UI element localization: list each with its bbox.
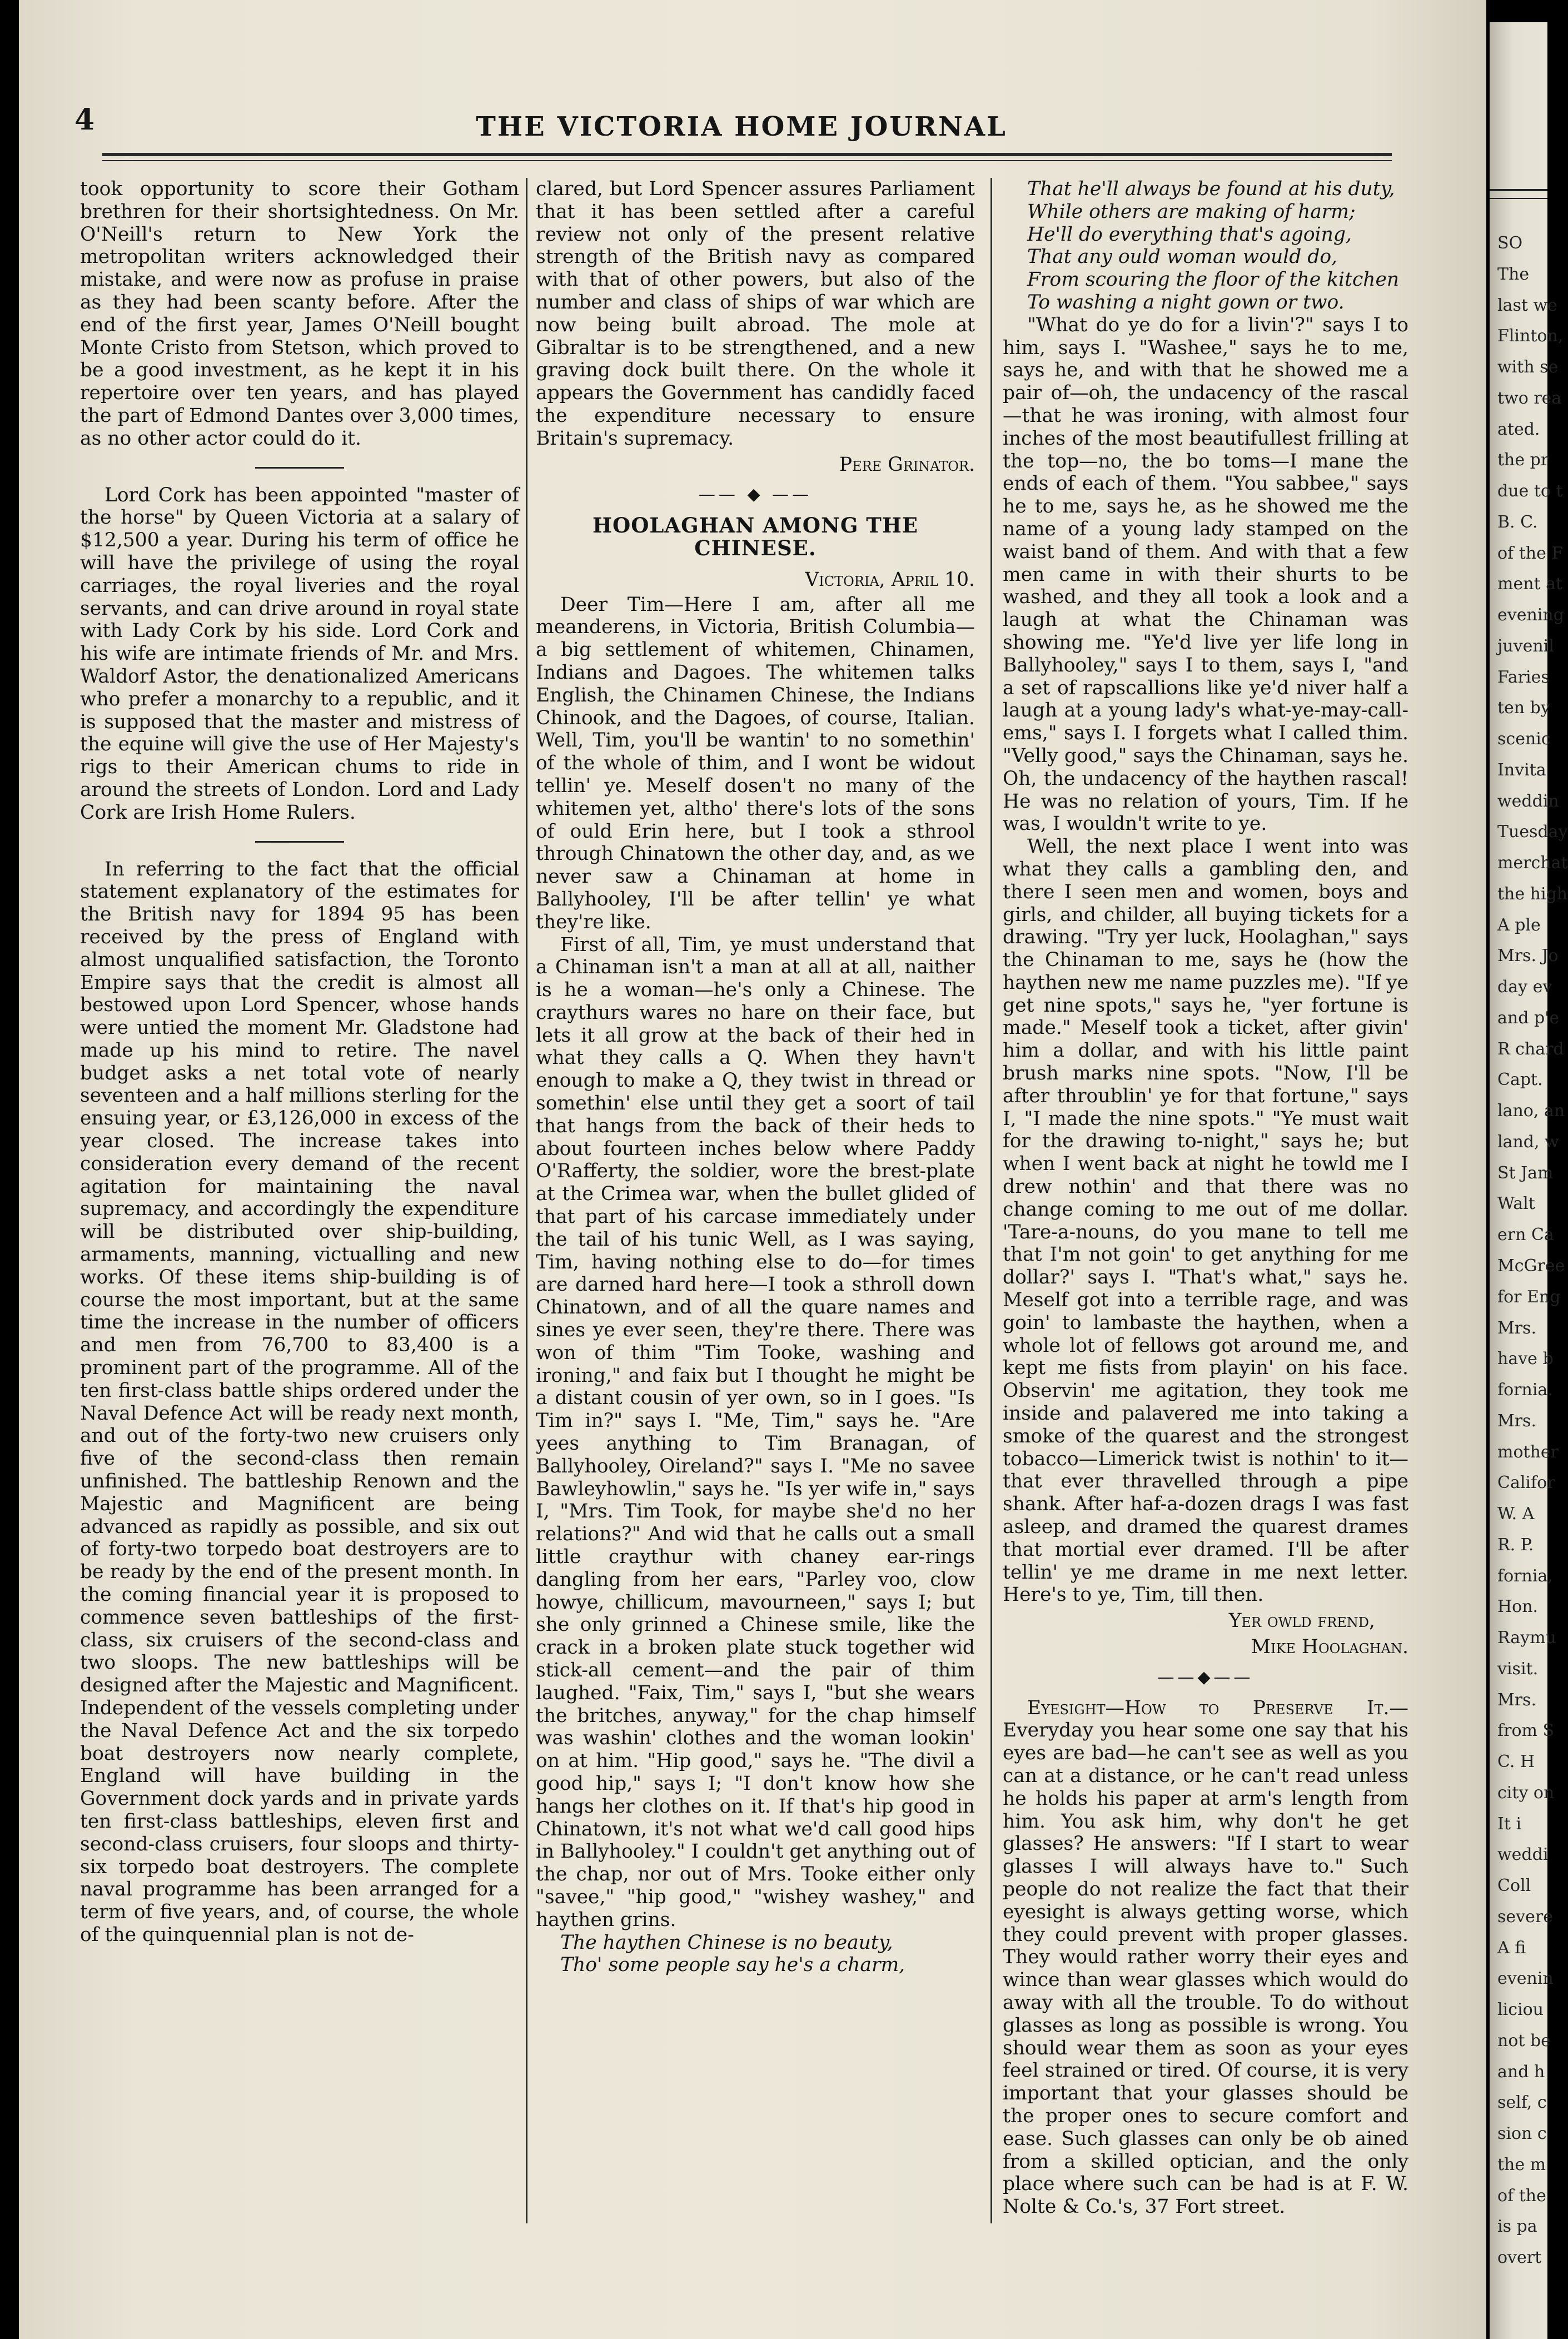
adjacent-page-line: weddi xyxy=(1497,1845,1549,1865)
adjacent-page-line: B. C. xyxy=(1497,512,1538,532)
adjacent-page-line: the pr xyxy=(1497,450,1549,470)
adjacent-page-line: A ple xyxy=(1497,915,1541,935)
adjacent-page-line: SO xyxy=(1497,233,1523,253)
adjacent-page-line: Capt. xyxy=(1497,1070,1543,1090)
article-navy-continued: clared, but Lord Spencer assures Parliament that it has been settled after a careful review not only of the present relative strength of the British navy as compared with that of other powers, but also of the number and class of ships of war which are now being built abroad. The mole at Gibraltar is to be strengthened, and a new graving dock built there. On the whole it appears the Government has candidly faced the expenditure necessary to ensure Britain's supremacy. xyxy=(536,178,975,450)
adjacent-page-line: weddin xyxy=(1497,791,1559,811)
adjacent-page-rule-thin xyxy=(1490,198,1547,199)
adjacent-page-line: R chard xyxy=(1497,1039,1564,1059)
letter-paragraph-2: First of all, Tim, ye must understand that a Chinaman isn't a man at all at all, naither is he a woman—he's only a Chinese. The craythurs wares no hare on their face, but lets it all grow at the back of their hed in what they calls a Q. When they havn't enough to make a Q, they twist in thread or somethin' else until they get a soort of tail that hangs from the back of their heds to about fourteen inches below where Paddy O'Rafferty, the soldier, wore the brest-plate at the Crimea war, when the bullet glided of that part of his carcase immediately under the tail of his tunic Well, as I was saying, Tim, having nothing else to do—for times are darned hard here—I took a sthroll down Chinatown, and of all the quare names and sines ye ever seen, they're there. There was won of thim "Tim Tooke, washing and ironing," and faix but I thought he might be a distant cousin of yer own, so in I goes. "Is Tim in?" says I. "Me, Tim," says he. "Are yees anything to Tim Branagan, of Ballyhooley, Oireland?" says I. "Me no savee Bawleyhowlin," says he. "Is yer wife in," says I, "Mrs. Tim Took, for maybe she'd no her relations?" And wid that he calls out a small little craythur with chaney ear-rings dangling from her ears, "Parley voo, clow howye, chillicum, mavourneen," says I; but she only grinned a Chinese smile, like the crack in a broken plate stuck together wid stick-all cement—and the pair of thim laughed. "Faix, Tim," says I, "but she wears the britches, anyway," for the chap himself was washin' clothes and the woman lookin' on at him. "Hip good," says he. "The divil a good hip," says I; "I don't know how she hangs her clothes on it. If that's hip good in Chinatown, it's not what we'd call good hips in Ballyhooley." I couldn't get anything out of the chap, nor out of Mrs. Tooke either only "savee," "hip good," "wishey washey," and haythen grins. xyxy=(536,933,975,1931)
separator xyxy=(255,467,344,469)
ornament-divider: ——◆—— xyxy=(1157,1667,1254,1687)
adjacent-page-line: The xyxy=(1497,264,1530,284)
adjacent-page-line: juvenil xyxy=(1497,636,1554,656)
adjacent-page-line: and h xyxy=(1497,2062,1545,2082)
masthead-title: THE VICTORIA HOME JOURNAL xyxy=(476,111,1007,142)
headline-hoolaghan: HOOLAGHAN AMONG THE CHINESE. xyxy=(593,513,918,560)
adjacent-page-line: ated. xyxy=(1497,419,1540,439)
adjacent-page-line: Hon. xyxy=(1497,1597,1539,1617)
letter-paragraph-3: "What do ye do for a livin'?" says I to him, says I. "Washee," says he to me, says he, and with that he showed me a pair of—oh, the undacency of the rascal—that he was ironing, with almost four inches of the most beautifullest frilling at the top—no, the bo toms—I mane the ends of each of them. "You sabbee," says he to me, says he, as he showed me the name of a young lady stamped on the waist band of them. And with that a few men came in with their shurts to be washed, and they all took a look and a laugh at what the Chinaman was showing me. "Ye'd live yer life long in Ballyhooley," says I to them, says I, "and a set of rapscallions like ye'd niver half a laugh at a young lady's what-ye-may-call-ems," says I. I forgets what I called thim. "Velly good," says the Chinaman, says he. Oh, the undacency of the haythen rascal! He was no relation of yours, Tim. If he was, I wouldn't write to ye. xyxy=(1003,313,1408,835)
adjacent-page-line: with se xyxy=(1497,357,1559,377)
column-rule xyxy=(990,178,992,2223)
adjacent-page-line: It i xyxy=(1497,1814,1522,1834)
adjacent-page-line: the m xyxy=(1497,2154,1546,2174)
header-rule xyxy=(102,153,1392,156)
verse-line: Tho' some people say he's a charm, xyxy=(560,1954,905,1977)
adjacent-page-line: severe xyxy=(1497,1907,1553,1927)
byline-mike-hoolaghan: Mike Hoolaghan. xyxy=(1251,1636,1408,1658)
column-rule xyxy=(526,178,527,2223)
adjacent-page-line: land, w xyxy=(1497,1132,1559,1152)
adjacent-page-line: fornia. xyxy=(1497,1380,1553,1400)
verse-line: That he'll always be found at his duty, xyxy=(1027,178,1395,200)
adjacent-page-line: have b xyxy=(1497,1349,1554,1369)
adjacent-page-line: visit. xyxy=(1497,1659,1539,1679)
adjacent-page-line: two rea xyxy=(1497,388,1562,408)
column-3 xyxy=(1003,178,1408,2218)
adjacent-page-line: self, c xyxy=(1497,2093,1547,2113)
adjacent-page-line: overt xyxy=(1497,2248,1542,2268)
ornament-divider: —— ◆ —— xyxy=(698,485,813,505)
adjacent-page-line: fornia, xyxy=(1497,1566,1553,1586)
adjacent-page-line: scenic xyxy=(1497,729,1551,749)
verse-line: That any ould woman would do, xyxy=(1027,246,1338,268)
adjacent-page-line: mother xyxy=(1497,1442,1559,1462)
adjacent-page-line: St Jam xyxy=(1497,1163,1554,1183)
adjacent-page-line: merchat xyxy=(1497,853,1568,873)
separator xyxy=(255,841,344,843)
adjacent-page-line: evening xyxy=(1497,605,1564,625)
adjacent-page-line: Mrs. xyxy=(1497,1690,1536,1710)
adjacent-page-line: due to t xyxy=(1497,481,1563,501)
adjacent-page-line: liciou xyxy=(1497,2000,1544,2020)
article-british-navy: In referring to the fact that the official statement explanatory of the estimates for the British navy for 1894 95 has been received by the press of England with almost unqualified satisfaction, the Toronto Empire says that the credit is almost all bestowed upon Lord Spencer, whose hands were untied the moment Mr. Gladstone had made up his mind to retire. The navel budget asks a net total vote of nearly seventeen and a half millions sterling for the ensuing year, or £3,126,000 in excess of the year closed. The increase takes into consideration every demand of the recent agitation for maintaining the naval supremacy, and accordingly the expenditure will be distributed over ship-building, armaments, manning, victualling and new works. Of these items ship-building is of course the most important, but at the same time the increase in the number of officers and men from 76,700 to 83,400 is a prominent part of the programme. All of the ten first-class battle ships ordered under the Naval Defence Act will be ready next month, and out of the forty-two new cruisers only five of the second-class then remain unfinished. The battleship Renown and the Majestic and Magnificent are being advanced as rapidly as possible, and six out of forty-two torpedo boat destroyers are to be ready by the end of the present month. In the coming financial year it is proposed to commence seven battleships of the first-class, six cruisers of the second-class and two sloops. The new battleships will be designed after the Majestic and Magnificent. Independent of the vessels completing under the Naval Defence Act and the six torpedo boat destroyers now nearly complete, England will have building in the Government dock yards and in private yards ten first-class battleships, eleven first and second-class cruisers, four sloops and thirty-six torpedo boat destroyers. The complete naval programme has been arranged for a term of five years, and, of course, the whole of the quinquennial plan is not de- xyxy=(80,858,519,1946)
adjacent-page-line: Flinton, xyxy=(1497,326,1564,346)
adjacent-page-line: is pa xyxy=(1497,2217,1537,2237)
adjacent-page-line: Califor xyxy=(1497,1473,1555,1493)
adjacent-page-line: Invita xyxy=(1497,760,1546,780)
adjacent-page-line: of the xyxy=(1497,2186,1546,2206)
adjacent-page-line: last we xyxy=(1497,295,1557,315)
verse-line: From scouring the floor of the kitchen xyxy=(1027,268,1400,291)
adjacent-page-line: ern Ca xyxy=(1497,1225,1554,1245)
column-2 xyxy=(536,178,975,1977)
adjacent-page-line: C. H xyxy=(1497,1752,1535,1772)
adjacent-page-line: Raymu xyxy=(1497,1628,1556,1648)
header xyxy=(91,83,1392,150)
verse-line: To washing a night gown or two. xyxy=(1027,291,1345,313)
newspaper-page xyxy=(19,0,1486,2339)
article-lord-cork: Lord Cork has been appointed "master of the horse" by Queen Victoria at a salary of $12,500 a year. During his term of office he will have the privilege of using the royal carriages, the royal liveries and the royal servants, and can drive around in royal state with Lady Cork by his side. Lord Cork and his wife are intimate friends of Mr. and Mrs. Waldorf Astor, the denationalized Americans who prefer a monarchy to a republic, and it is supposed that the master and mistress of the equine will give the use of Her Majesty's rigs to their American chums to ride in around the streets of London. Lord and Lady Cork are Irish Home Rulers. xyxy=(80,484,519,824)
adjacent-page-line: from S xyxy=(1497,1721,1555,1741)
verse-line: The haythen Chinese is no beauty, xyxy=(560,1931,893,1954)
letter-paragraph-4: Well, the next place I went into was what they calls a gambling den, and there I seen men and women, boys and girls, and childer, all buying tickets for a drawing. "Try yer luck, Hoolaghan," says the Chinaman to me, says he (how the haythen new me name puzzles me). "If ye get nine spots," says he, "yer fortune is made." Meself took a ticket, after givin' him a dollar, and with his little paint brush marks nine spots. "Now, I'll be after throublin' ye for that fortune," says I, "I made the nine spots." "Ye must wait for the drawing to-night," says he; but when I went back at night he towld me I drew nothin' and that there was no change coming to me out of me dollar. 'Tare-a-nouns, do you mane to tell me that I'm not goin' to get anything for me dollar?' says I. "That's what," says he. Meself got into a terrible rage, and was goin' to lambaste the haythen, when a whole lot of fellows got around me, and kept me fists from playin' on his face. Observin' me agitation, they took me inside and palavered me into taking a smoke of the quarest and the strongest tobacco—Limerick twist is nothin' to it—that ever thravelled through a pipe shank. After haf-a-dozen drags I was fast asleep, and dramed the quarest drames that mortial ever dramed. I'll be after tellin' ye me drame in me next letter. Here's to ye, Tim, till then. xyxy=(1003,835,1408,1606)
adjacent-page-line: not be xyxy=(1497,2031,1551,2051)
letter-closing: Yer owld frend, xyxy=(1228,1610,1375,1633)
adjacent-page-line: A fi xyxy=(1497,1938,1526,1958)
adjacent-page-line: ment at xyxy=(1497,574,1563,594)
adjacent-page-line: day ev xyxy=(1497,977,1552,997)
byline-pere-grinator: Pere Grinator. xyxy=(839,453,975,476)
adjacent-page-line: and p'e xyxy=(1497,1008,1560,1028)
adjacent-page-line: McGree xyxy=(1497,1256,1565,1276)
adjacent-page-rule xyxy=(1490,189,1547,191)
adjacent-page-line: Tuesday xyxy=(1497,822,1568,842)
verse-line: He'll do everything that's agoing, xyxy=(1027,223,1352,246)
letter-paragraph-1: Deer Tim—Here I am, after all me meanderens, in Victoria, British Columbia—a big settlement of whitemen, Chinamen, Indians and Dagoes. The whitemen talks English, the Chinamen Chinese, the Indians Chinook, and the Dagoes, of course, Italian. Well, Tim, you'll be wantin' to no somethin' of the whole of thim, and I wont be widout tellin' ye. Meself dosen't no many of the whitemen yet, altho' there's lots of the sons of ould Erin here, but I took a sthrool through Chinatown the other day, and, as we never saw a Chinaman at home in Ballyhooley, I'll be after tellin' ye what they're like. xyxy=(536,593,975,933)
adjacent-page-line: city on xyxy=(1497,1783,1555,1803)
header-rule-thin xyxy=(102,160,1392,161)
adjacent-page-line: Walt xyxy=(1497,1194,1535,1214)
adjacent-page-line: Faries xyxy=(1497,667,1550,687)
article-eyesight-heading: Eyesight—How to Preserve It.— xyxy=(1027,1696,1408,1719)
column-1 xyxy=(80,178,519,1947)
adjacent-page-line: Mrs. Jo xyxy=(1497,946,1559,966)
adjacent-page-line: Mrs. xyxy=(1497,1318,1536,1338)
adjacent-page-line: of the F xyxy=(1497,543,1564,563)
adjacent-page-line: ten by xyxy=(1497,698,1550,718)
adjacent-page-line: for Eng xyxy=(1497,1287,1561,1307)
adjacent-page-line: Mrs. xyxy=(1497,1411,1536,1431)
adjacent-page-line: lano, an xyxy=(1497,1101,1565,1121)
adjacent-page-line: evenin xyxy=(1497,1969,1554,1989)
adjacent-page-line: the high xyxy=(1497,884,1568,904)
adjacent-page-line: W. A xyxy=(1497,1504,1535,1524)
article-eyesight: Everyday you hear some one say that his eyes are bad—he can't see as well as you can at a distance, or he can't read unless he holds his paper at arm's length from him. You ask him, why don't he get glasses? He answers: "If I start to wear glasses I will always have to." Such people do not realize the fact that their eyesight is always getting worse, which they could prevent with proper glasses. They would rather worry their eyes and wince than wear glasses which would do away with all the trouble. To do without glasses as long as possible is wrong. You should wear them as soon as your eyes feel strained or tired. Of course, it is very important that your glasses should be the proper ones to secure comfort and ease. Such glasses can only be ob ained from a skilled optician, and the only place where such can be had is at F. W. Nolte & Co.'s, 37 Fort street. xyxy=(1003,1719,1408,2218)
adjacent-page-line: Coll xyxy=(1497,1876,1531,1896)
adjacent-page-line: R. P. xyxy=(1497,1535,1534,1555)
dateline: Victoria, April 10. xyxy=(805,568,975,591)
page-number: 4 xyxy=(74,103,95,137)
adjacent-page-line: sion c xyxy=(1497,2124,1547,2144)
verse-line: While others are making of harm; xyxy=(1027,200,1356,223)
article-oneill-continued: took opportunity to score their Gotham brethren for their shortsightedness. On Mr. O'Neill's return to New York the metropolitan writers acknowledged their mistake, and were now as profuse in praise as they had been scanty before. After the end of the first year, James O'Neill bought Monte Cristo from Stetson, which proved to be a good investment, as he kept it in his repertoire over ten years, and has played the part of Edmond Dantes over 3,000 times, as no other actor could do it. xyxy=(80,178,519,450)
adjacent-page-fragment xyxy=(1490,22,1568,2339)
